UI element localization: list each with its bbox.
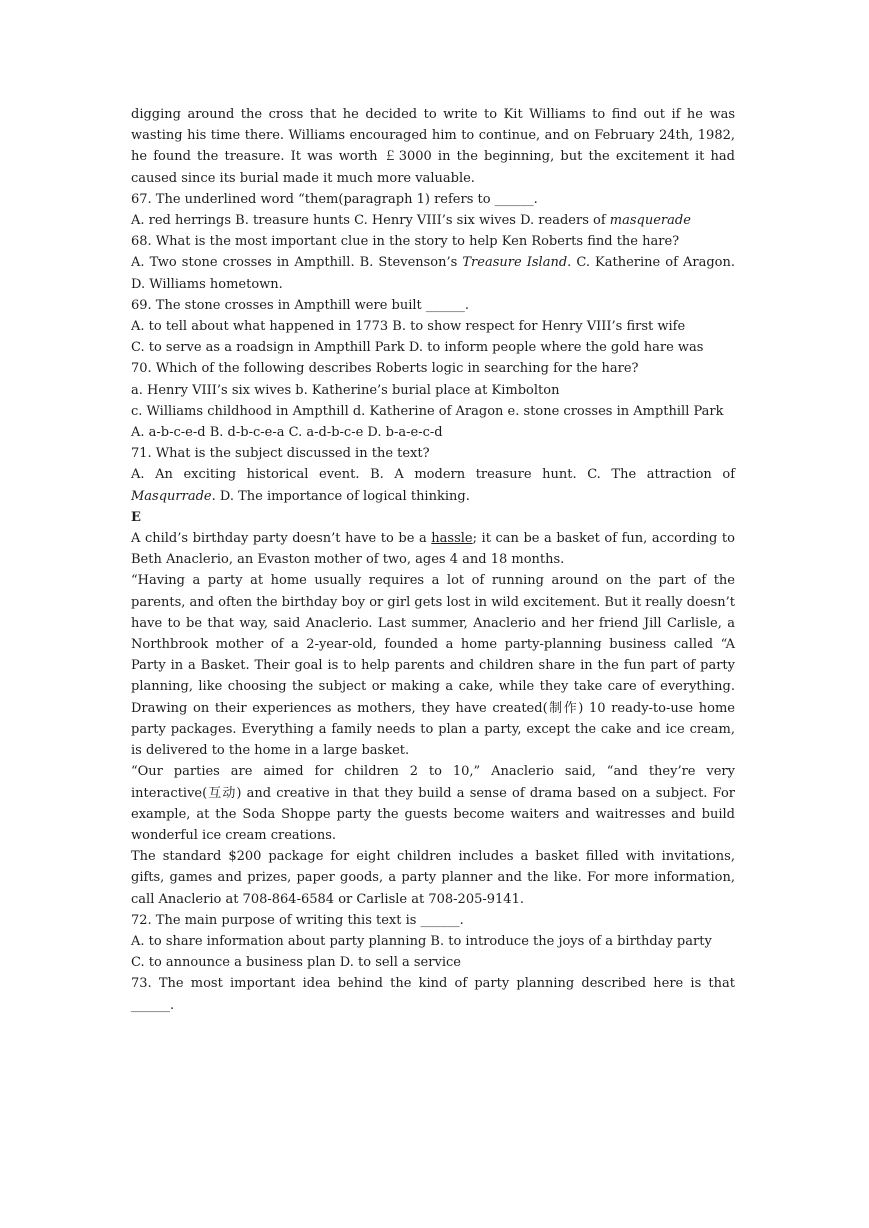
question-70-stem: 70. Which of the following describes Roberts logic in searching for the hare?	[131, 361, 639, 377]
passage-e-paragraph-1: A child’s birthday party doesn’t have to be a hassle; it can be a basket of fun, according to Beth Anaclerio, an Evaston mother of two, ages 4 and 18 months.	[131, 531, 735, 568]
question-70-items-ab: a. Henry VIII’s six wives b. Katherine’s burial place at Kimbolton	[131, 382, 560, 398]
question-70-options: A. a-b-c-e-d B. d-b-c-e-a C. a-d-b-c-e D. b-a-e-c-d	[131, 425, 443, 441]
question-73-stem: 73. The most important idea behind the kind of party planning described here is that ______.	[131, 976, 735, 1013]
question-71-options: A. An exciting historical event. B. A modern treasure hunt. C. The attraction of Masqurrade. D. The importance of logical thinking.	[131, 467, 735, 504]
passage-e-paragraph-4: The standard $200 package for eight children includes a basket filled with invitations, gifts, games and prizes, paper goods, a party planner and the like. For more information, call Anaclerio at 708-864-6584 or Carlisle at 708-205-9141.	[131, 849, 735, 907]
passage-d-end: digging around the cross that he decided to write to Kit Williams to find out if he was wasting his time there. Williams encouraged him to continue, and on February 24th, 1982, he found the treasure. It was worth ￡3000 in the beginning, but the excitement it had caused since its burial made it much more valuable.	[131, 107, 735, 186]
question-72-options-ab: A. to share information about party planning B. to introduce the joys of a birthday party	[131, 933, 712, 949]
question-68-options: A. Two stone crosses in Ampthill. B. Stevenson’s Treasure Island. C. Katherine of Aragon. D. Williams hometown.	[131, 255, 735, 292]
question-70-items-cde: c. Williams childhood in Ampthill d. Katherine of Aragon e. stone crosses in Ampthill Park	[131, 403, 724, 419]
question-69-stem: 69. The stone crosses in Ampthill were built ______.	[131, 297, 470, 313]
question-72-options-cd: C. to announce a business plan D. to sell a service	[131, 955, 461, 971]
question-68-stem: 68. What is the most important clue in the story to help Ken Roberts find the hare?	[131, 234, 680, 250]
question-67-stem: 67. The underlined word “them(paragraph 1) refers to ______.	[131, 191, 538, 207]
question-67-options: A. red herrings B. treasure hunts C. Henry VIII’s six wives D. readers of masquerade	[131, 213, 691, 229]
exam-page	[131, 104, 735, 1016]
question-72-stem: 72. The main purpose of writing this text is ______.	[131, 912, 464, 928]
passage-e-paragraph-3: “Our parties are aimed for children 2 to 10,” Anaclerio said, “and they’re very interactive(互动) and creative in that they build a sense of drama based on a subject. For example, at the Soda Shoppe party the guests become waiters and waitresses and build wonderful ice cream creations.	[131, 764, 735, 843]
underlined-word: hassle	[431, 531, 473, 547]
passage-e-paragraph-2: “Having a party at home usually requires a lot of running around on the part of the parents, and often the birthday boy or girl gets lost in wild excitement. But it really doesn’t have to be that way, said Anaclerio. Last summer, Anaclerio and her friend Jill Carlisle, a Northbrook mother of a 2-year-old, founded a home party-planning business called “A Party in a Basket. Their goal is to help parents and children share in the fun part of party planning, like choosing the subject or making a cake, while they take care of everything. Drawing on their experiences as mothers, they have created(制作) 10 ready-to-use home party packages. Everything a family needs to plan a party, except the cake and ice cream, is delivered to the home in a large basket.	[131, 573, 735, 759]
question-71-stem: 71. What is the subject discussed in the text?	[131, 446, 430, 462]
question-69-options-cd: C. to serve as a roadsign in Ampthill Park D. to inform people where the gold hare was	[131, 340, 704, 356]
question-69-options-ab: A. to tell about what happened in 1773 B. to show respect for Henry VIII’s first wife	[131, 319, 686, 335]
section-e-heading: E	[131, 509, 141, 525]
